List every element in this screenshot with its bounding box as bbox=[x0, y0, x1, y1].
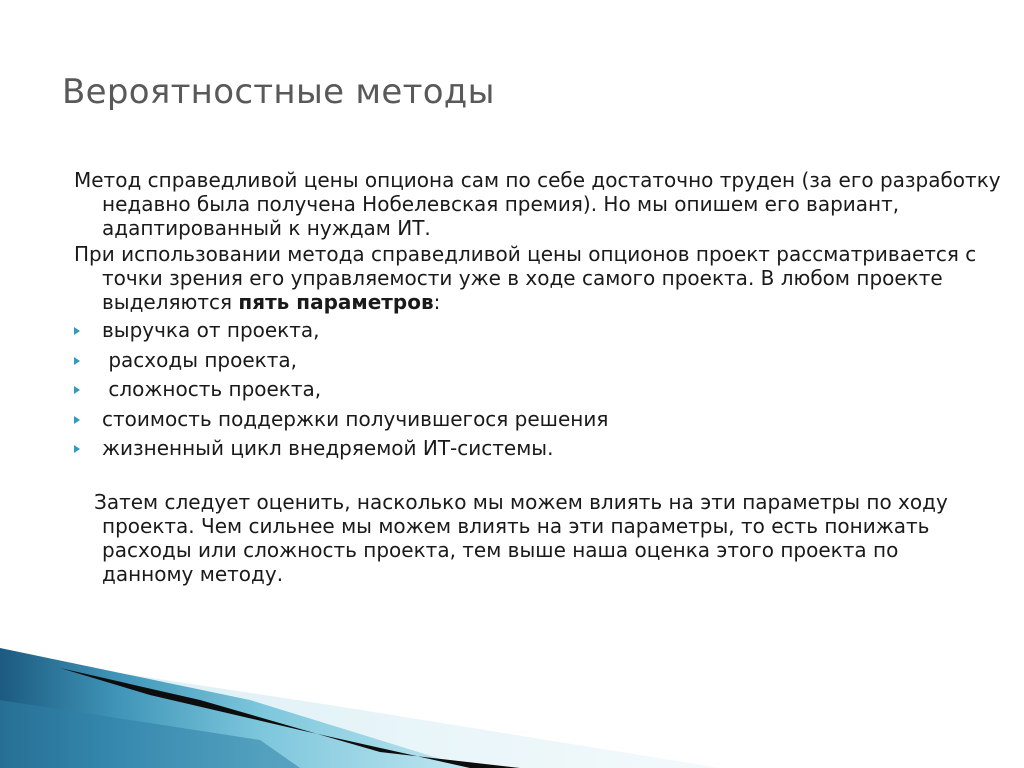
list-item-text: жизненный цикл внедряемой ИТ-системы. bbox=[102, 436, 554, 460]
slide-title: Вероятностные методы bbox=[62, 72, 495, 112]
bullet-arrow-icon bbox=[74, 445, 80, 453]
list-item-text: выручка от проекта, bbox=[102, 318, 320, 342]
paragraph-parameters bbox=[74, 242, 1002, 314]
list-item-text: расходы проекта, bbox=[102, 347, 298, 372]
paragraph-conclusion: Затем следует оценить, насколько мы можем влиять на эти параметры по ходу проекта. Чем сильнее мы можем влиять на эти параметры, то есть понижать расходы или сложность проекта, тем выше наша оценка этого проекта по данному методу. bbox=[94, 490, 948, 586]
paragraph-parameters-text: При использовании метода справедливой цены опционов проект рассматривается с точки зрения его управляемости уже в ходе самого проекта. В любом проекте выделяются bbox=[74, 242, 977, 314]
list-item-text: стоимость поддержки получившегося решения bbox=[102, 406, 609, 431]
list-item bbox=[74, 407, 608, 437]
parameters-list bbox=[74, 318, 608, 466]
paragraph-intro: Метод справедливой цены опциона сам по себе достаточно труден (за его разработку недавно была получена Нобелевская премия). Но мы опишем его вариант, адаптированный к нуждам ИТ. bbox=[74, 168, 1001, 240]
bullet-arrow-icon bbox=[74, 357, 80, 365]
parameters-bold: пять параметров bbox=[238, 290, 434, 314]
list-item bbox=[74, 436, 608, 466]
list-item bbox=[74, 377, 608, 407]
bullet-arrow-icon bbox=[74, 386, 80, 394]
paragraph-parameters-colon: : bbox=[433, 290, 441, 314]
bullet-arrow-icon bbox=[74, 416, 80, 424]
list-item bbox=[74, 318, 608, 348]
list-item-text: сложность проекта, bbox=[102, 377, 322, 401]
list-item bbox=[74, 348, 608, 378]
bullet-arrow-icon bbox=[74, 327, 80, 335]
